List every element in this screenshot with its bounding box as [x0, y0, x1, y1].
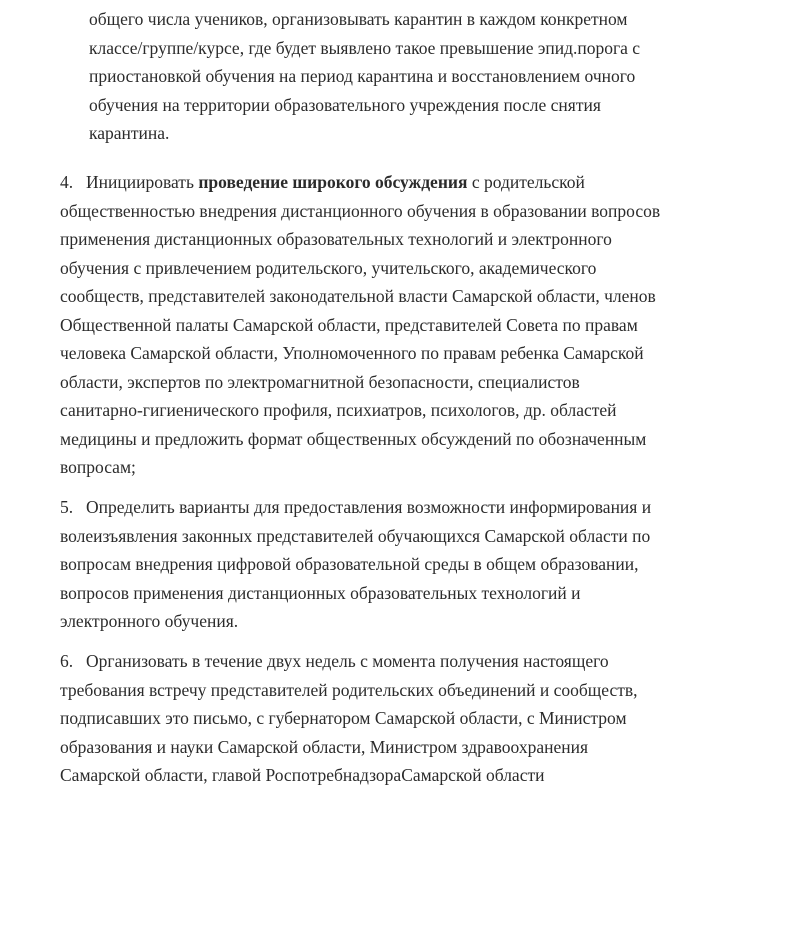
list-item-text: с родительской общественностью внедрения дистанционного обучения в образовании вопросов применения дистанционных образовательных технологий и электронного обучения с привлечением родительского, учительского, академического сообществ, представителей законодательной власти Самарской области, членов Общественной палаты Самарской области, представителей Совета по правам человека Самарской области, Уполномоченного по правам ребенка Самарской области, экспертов по электромагнитной безопасности, специалистов санитарно-гигиенического профиля, психиатров, психологов, др. областей медицины и предложить формат общественных обсуждений по обозначенным вопросам; [60, 172, 661, 477]
list-item-number: 5. [60, 497, 74, 517]
list-item-lead-text: Инициировать [86, 172, 199, 192]
list-item-6 [60, 647, 780, 790]
list-item-text: Определить варианты для предоставления возможности информирования и волеизъявления законных представителей обучающихся Самарской области по вопросам внедрения цифровой образовательной среды в общем образовании, вопросов применения дистанционных образовательных технологий и электронного обучения. [60, 497, 652, 631]
list-item-text: Организовать в течение двух недель с момента получения настоящего требования встречу представителей родительских объединений и сообществ, подписавших это письмо, с губернатором Самарской области, с Министром образования и науки Самарской области, Министром здравоохранения Самарской области, главой РоспотребнадзораСамарской области [60, 651, 638, 785]
list-item-4 [60, 168, 780, 482]
list-item-bold-text: проведение широкого обсуждения [198, 172, 468, 192]
list-item-5 [60, 493, 780, 636]
list-item-number: 6. [60, 651, 74, 671]
continued-paragraph: общего числа учеников, организовывать карантин в каждом конкретном классе/группе/курсе, где будет выявлено такое превышение эпид.порога с приостановкой обучения на период карантина и восстановлением очного обучения на территории образовательного учреждения после снятия карантина. [89, 9, 641, 144]
list-item-number: 4. [60, 172, 74, 192]
